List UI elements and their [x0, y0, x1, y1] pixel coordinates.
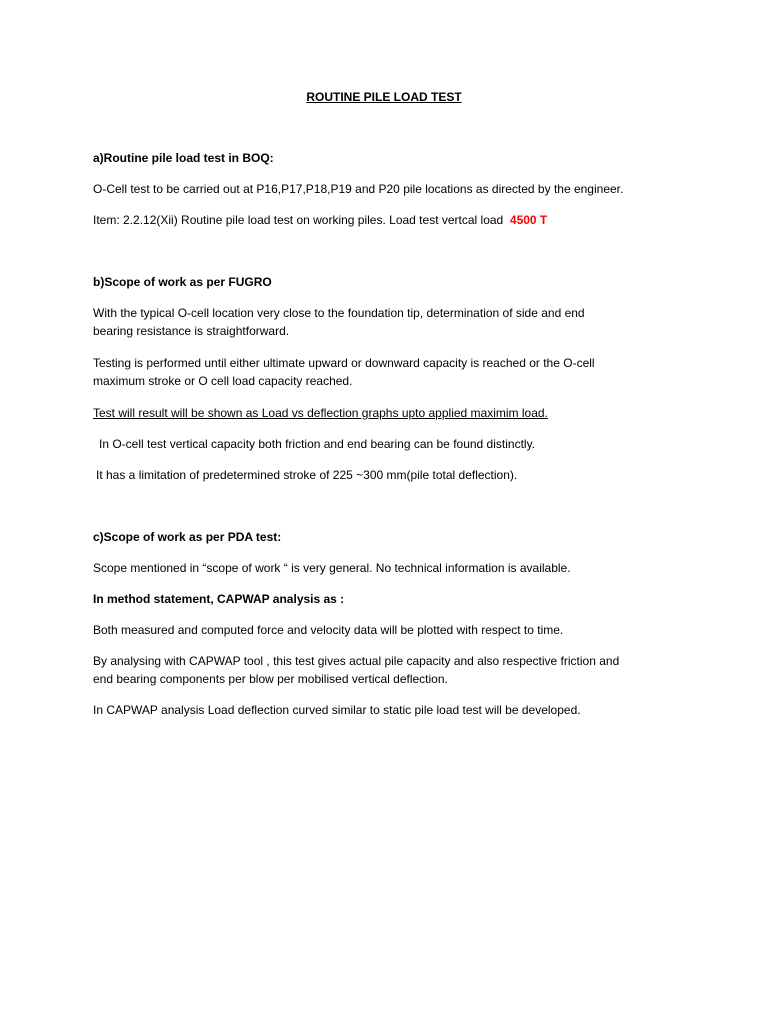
section-b-paragraph-1-line-2: bearing resistance is straightforward. — [93, 324, 290, 338]
item-description: Item: 2.2.12(Xii) Routine pile load test on working piles. Load test vertcal load — [93, 213, 504, 227]
section-c-paragraph-2: In method statement, CAPWAP analysis as : — [93, 592, 345, 606]
section-b-paragraph-3: Test will result will be shown as Load vs deflection graphs upto applied maximim load. — [93, 406, 548, 420]
section-c-paragraph-5: In CAPWAP analysis Load deflection curved similar to static pile load test will be developed. — [93, 703, 581, 717]
load-value: 4500 T — [509, 213, 548, 227]
section-c-paragraph-4-line-2: end bearing components per blow per mobilised vertical deflection. — [93, 672, 448, 686]
section-c-paragraph-4-line-1: By analysing with CAPWAP tool , this test gives actual pile capacity and also respective friction and — [93, 654, 620, 668]
section-a-paragraph-2 — [93, 211, 547, 229]
section-a-heading: a)Routine pile load test in BOQ: — [93, 151, 274, 165]
section-b-paragraph-2-line-1: Testing is performed until either ultimate upward or downward capacity is reached or the O-cell — [93, 356, 595, 370]
section-c-heading: c)Scope of work as per PDA test: — [93, 530, 282, 544]
document-title: ROUTINE PILE LOAD TEST — [306, 90, 462, 104]
section-c-paragraph-3: Both measured and computed force and velocity data will be plotted with respect to time. — [93, 623, 564, 637]
section-b-paragraph-4: In O-cell test vertical capacity both friction and end bearing can be found distinctly. — [99, 437, 536, 451]
section-a-paragraph-1: O-Cell test to be carried out at P16,P17,P18,P19 and P20 pile locations as directed by the engineer. — [93, 182, 624, 196]
section-b-heading: b)Scope of work as per FUGRO — [93, 275, 272, 289]
section-b-paragraph-1-line-1: With the typical O-cell location very close to the foundation tip, determination of side and end — [93, 306, 585, 320]
section-c-paragraph-1: Scope mentioned in “scope of work “ is very general. No technical information is available. — [93, 561, 571, 575]
section-b-paragraph-5: It has a limitation of predetermined stroke of 225 ~300 mm(pile total deflection). — [96, 468, 518, 482]
section-b-paragraph-2-line-2: maximum stroke or O cell load capacity reached. — [93, 374, 353, 388]
